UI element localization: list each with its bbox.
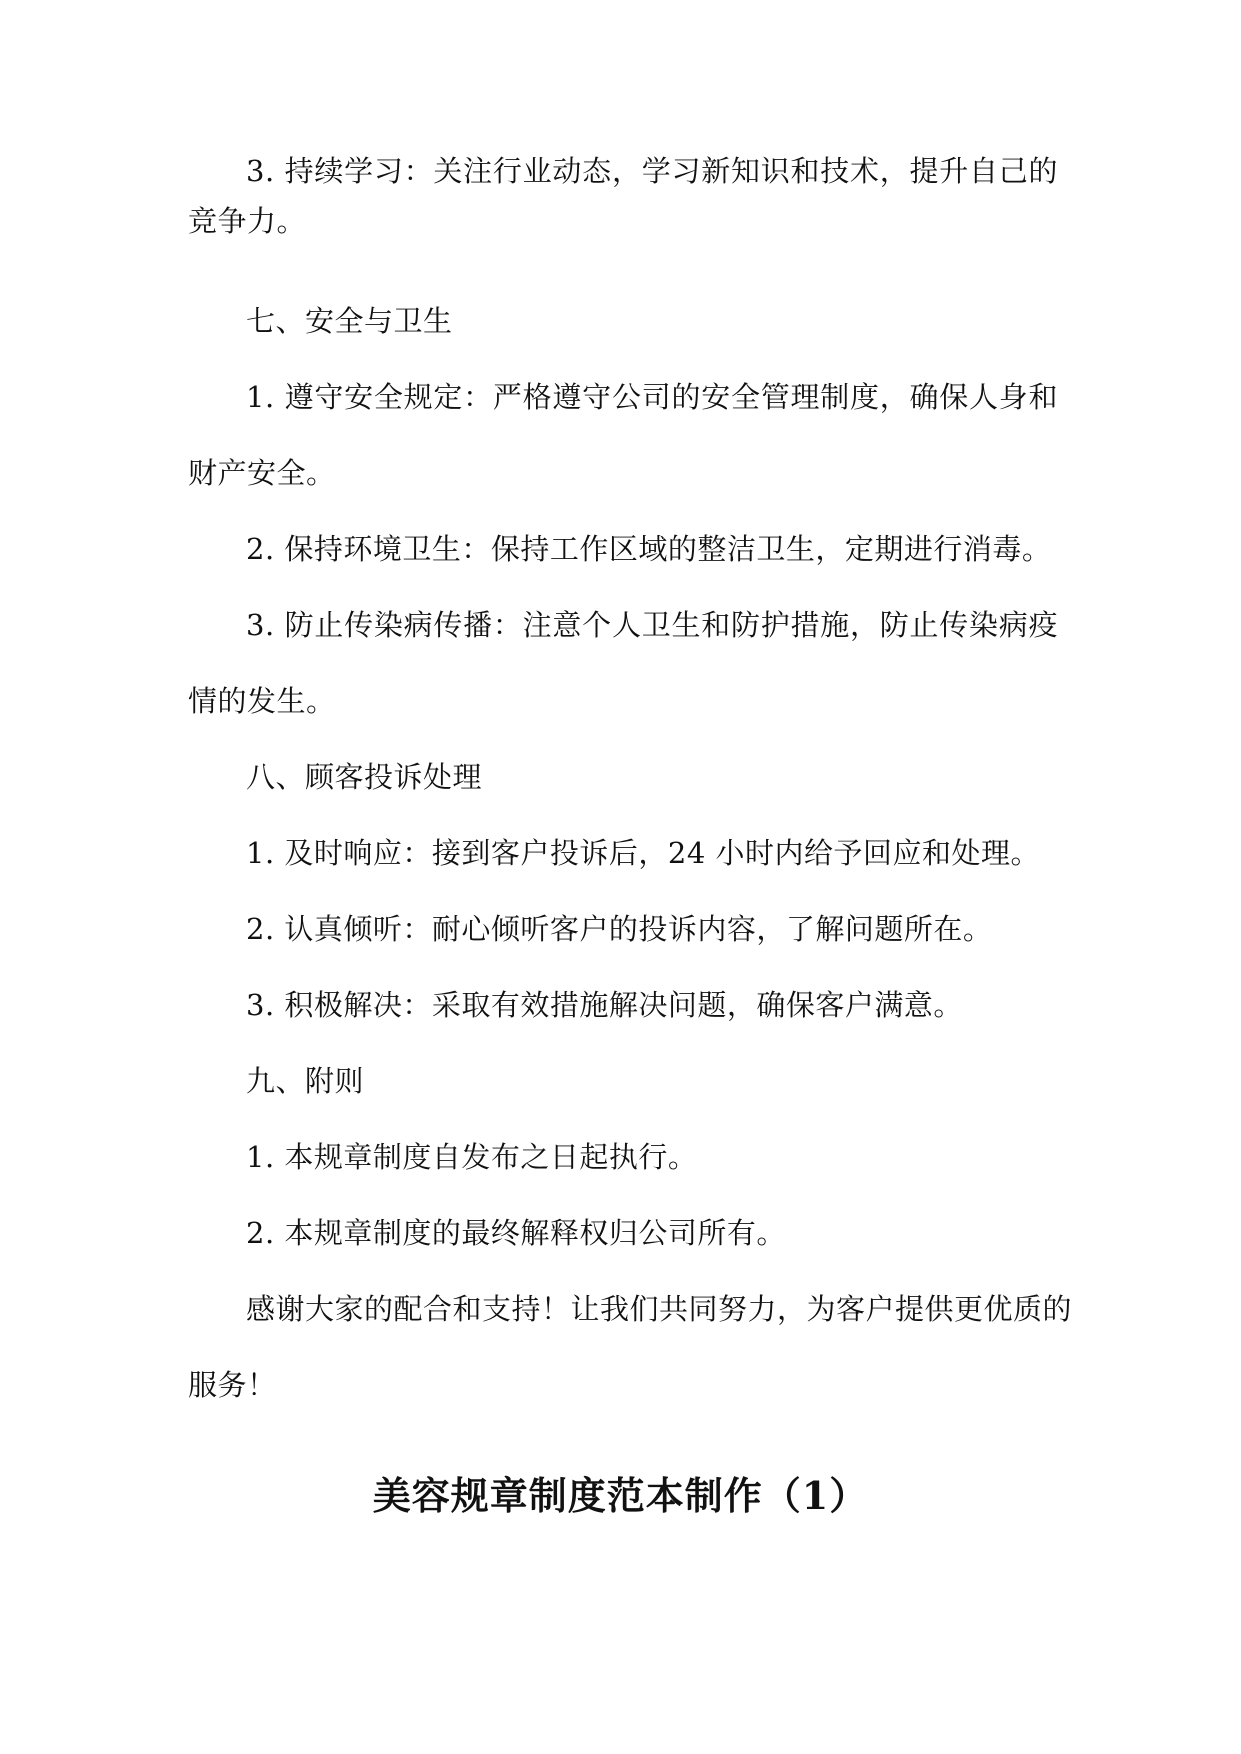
paragraph-line: 感谢大家的配合和支持！让我们共同努力，为客户提供更优质的 bbox=[246, 1292, 1073, 1326]
section-heading: 七、安全与卫生 bbox=[246, 304, 453, 338]
paragraph-line: 1. 遵守安全规定：严格遵守公司的安全管理制度，确保人身和 bbox=[246, 380, 1058, 414]
section-heading: 九、附则 bbox=[246, 1064, 365, 1098]
paragraph-line: 1. 本规章制度自发布之日起执行。 bbox=[246, 1140, 698, 1174]
paragraph-line: 3. 防止传染病传播：注意个人卫生和防护措施，防止传染病疫 bbox=[246, 608, 1058, 642]
paragraph-line: 3. 持续学习：关注行业动态，学习新知识和技术，提升自己的 bbox=[246, 154, 1058, 188]
paragraph-line: 财产安全。 bbox=[188, 456, 336, 490]
paragraph-line: 3. 积极解决：采取有效措施解决问题，确保客户满意。 bbox=[246, 988, 963, 1022]
paragraph-line: 2. 保持环境卫生：保持工作区域的整洁卫生，定期进行消毒。 bbox=[246, 532, 1052, 566]
paragraph-line: 情的发生。 bbox=[188, 684, 336, 718]
paragraph-line: 2. 认真倾听：耐心倾听客户的投诉内容，了解问题所在。 bbox=[246, 912, 993, 946]
section-heading: 八、顾客投诉处理 bbox=[246, 760, 483, 794]
paragraph-line: 竞争力。 bbox=[188, 204, 307, 238]
paragraph-line: 2. 本规章制度的最终解释权归公司所有。 bbox=[246, 1216, 786, 1250]
paragraph-line: 服务！ bbox=[188, 1368, 277, 1402]
document-title: 美容规章制度范本制作（1） bbox=[372, 1473, 869, 1518]
paragraph-line: 1. 及时响应：接到客户投诉后，24 小时内给予回应和处理。 bbox=[246, 836, 1041, 870]
